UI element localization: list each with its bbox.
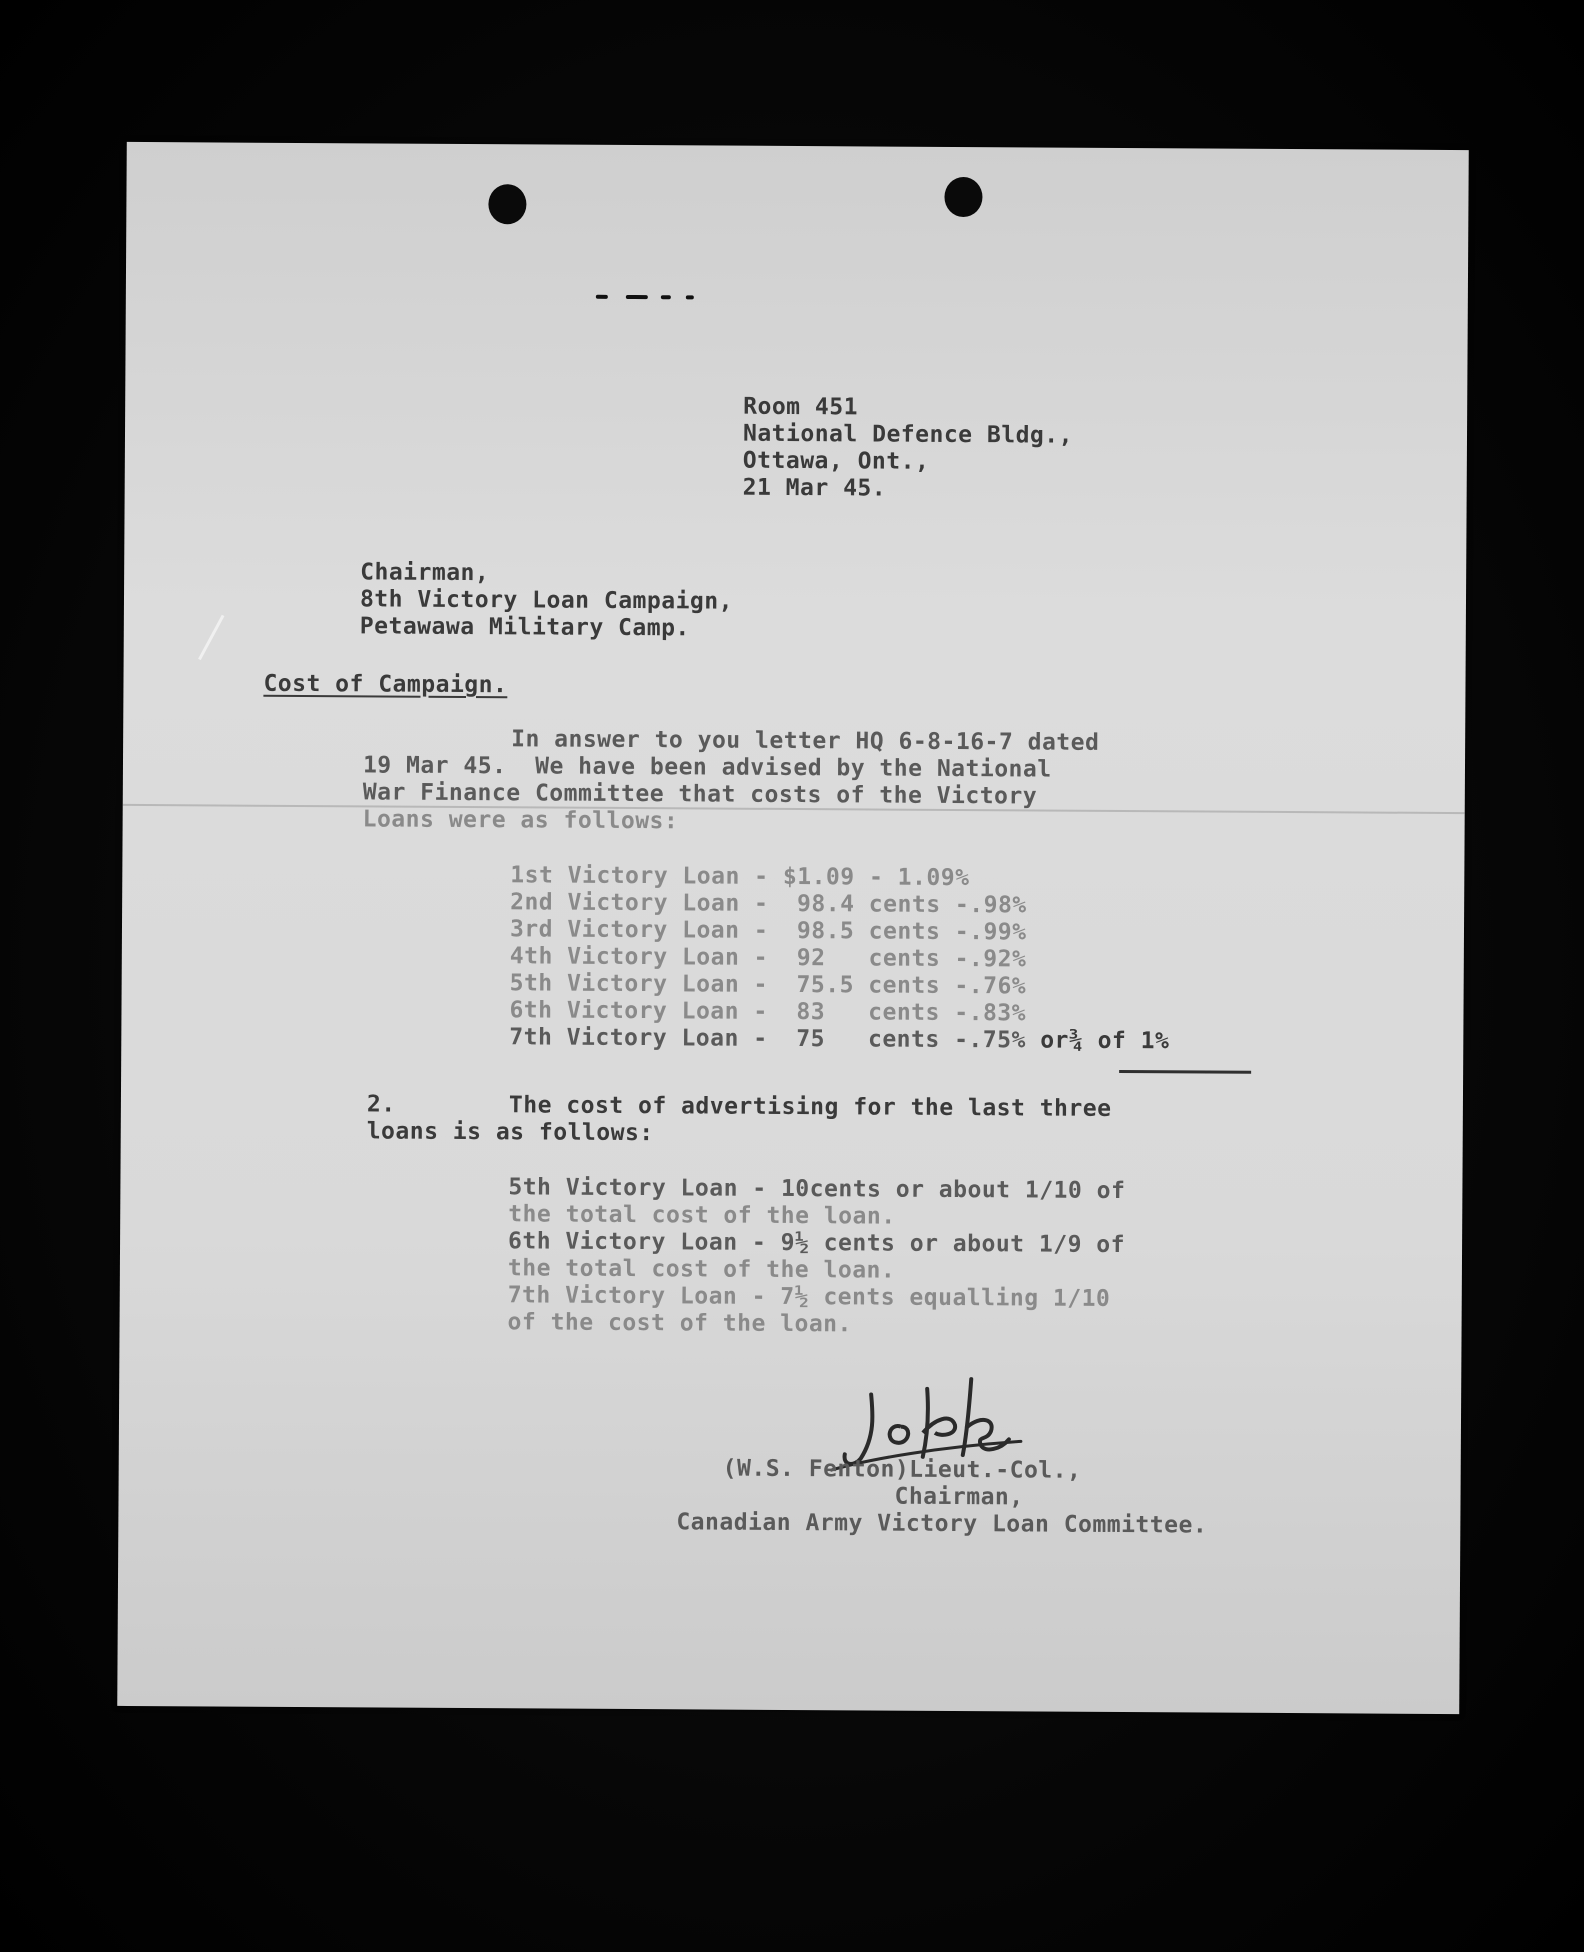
intro-line-3: War Finance Committee that costs of the Victory bbox=[362, 779, 1038, 810]
punch-hole-right bbox=[944, 177, 982, 217]
note-underline bbox=[1119, 1070, 1251, 1074]
recipient-line-1: Chairman, bbox=[360, 559, 490, 587]
cost-loan-name: 1st Victory Loan bbox=[510, 862, 740, 890]
cost-unit: cents bbox=[868, 891, 941, 918]
handwritten-fraction-note: or¾ of 1% bbox=[1040, 1027, 1170, 1055]
cost-row: 1st Victory Loan - $1.09 - 1.09% bbox=[510, 862, 970, 892]
sender-address-line-1: Room 451 bbox=[743, 393, 859, 421]
cost-loan-name: 6th Victory Loan bbox=[509, 997, 740, 1025]
cost-row: 7th Victory Loan - 75 cents -.75% or¾ of 1% bbox=[509, 1024, 1170, 1055]
punch-hole-left bbox=[488, 184, 526, 224]
cost-loan-name: 7th Victory Loan bbox=[509, 1024, 739, 1052]
cost-loan-name: 3rd Victory Loan bbox=[509, 916, 740, 944]
cost-unit: cents bbox=[868, 945, 941, 972]
advertising-line-4: the total cost of the loan. bbox=[507, 1255, 896, 1284]
cost-unit: cents bbox=[867, 1026, 940, 1053]
cost-row: 6th Victory Loan - 83 cents -.83% bbox=[509, 997, 1027, 1027]
cost-row: 3rd Victory Loan - 98.5 cents -.99% bbox=[509, 916, 1027, 946]
cost-percent: -.76% bbox=[954, 972, 1027, 1000]
intro-line-4: Loans were as follows: bbox=[362, 806, 679, 835]
para2-line-2: loans is as follows: bbox=[366, 1118, 654, 1147]
cost-unit: cents bbox=[868, 972, 941, 999]
paragraph-number: 2. bbox=[366, 1091, 396, 1118]
sender-address-line-2: National Defence Bldg., bbox=[742, 420, 1074, 449]
advertising-line-1: 5th Victory Loan - 10cents or about 1/10 of bbox=[508, 1174, 1126, 1205]
advertising-line-3: 6th Victory Loan - 9½ cents or about 1/9 of bbox=[508, 1228, 1126, 1259]
advertising-line-2: the total cost of the loan. bbox=[508, 1201, 896, 1230]
signatory-organization: Canadian Army Victory Loan Committee. bbox=[676, 1509, 1208, 1539]
intro-line-2: 19 Mar 45. We have been advised by the National bbox=[362, 752, 1052, 783]
cost-percent: -.99% bbox=[954, 918, 1027, 946]
cost-amount: 98.5 bbox=[796, 918, 855, 945]
letter-date: 21 Mar 45. bbox=[742, 474, 887, 502]
signatory-title: Chairman, bbox=[894, 1483, 1024, 1511]
cost-amount: 75 bbox=[796, 1026, 826, 1053]
advertising-line-5: 7th Victory Loan - 7½ cents equalling 1/10 bbox=[507, 1282, 1111, 1312]
speck bbox=[596, 295, 608, 299]
cost-loan-name: 5th Victory Loan bbox=[509, 970, 740, 998]
cost-amount: 98.4 bbox=[797, 891, 855, 918]
margin-mark bbox=[198, 615, 224, 660]
cost-amount: 92 bbox=[796, 945, 826, 972]
cost-amount: $1.09 bbox=[782, 863, 855, 891]
speck bbox=[626, 295, 648, 299]
para2-line-1: The cost of advertising for the last three bbox=[508, 1092, 1112, 1122]
cost-loan-name: 4th Victory Loan bbox=[509, 943, 740, 971]
subject-heading: Cost of Campaign. bbox=[263, 670, 508, 699]
cost-row: 2nd Victory Loan - 98.4 cents -.98% bbox=[510, 889, 1027, 919]
cost-unit: cents bbox=[868, 918, 941, 945]
cost-percent: - 1.09% bbox=[868, 864, 970, 892]
cost-row: 5th Victory Loan - 75.5 cents -.76% bbox=[509, 970, 1027, 1000]
document-page bbox=[117, 142, 1469, 1714]
cost-amount: 75.5 bbox=[796, 972, 855, 999]
cost-percent: -.98% bbox=[954, 891, 1027, 919]
intro-line-1: In answer to you letter HQ 6-8-16-7 dated bbox=[511, 726, 1100, 756]
cost-row: 4th Victory Loan - 92 cents -.92% bbox=[509, 943, 1027, 973]
cost-percent: -.83% bbox=[954, 999, 1027, 1027]
cost-percent: -.75% bbox=[954, 1026, 1026, 1054]
recipient-line-2: 8th Victory Loan Campaign, bbox=[359, 586, 734, 615]
sender-address-line-3: Ottawa, Ont., bbox=[742, 447, 930, 475]
speck bbox=[686, 295, 694, 299]
cost-percent: -.92% bbox=[954, 945, 1027, 973]
cost-unit: cents bbox=[868, 999, 941, 1026]
advertising-line-6: of the cost of the loan. bbox=[507, 1309, 853, 1338]
speck bbox=[661, 295, 671, 299]
cost-loan-name: 2nd Victory Loan bbox=[510, 889, 740, 917]
recipient-line-3: Petawawa Military Camp. bbox=[359, 613, 690, 642]
cost-amount: 83 bbox=[796, 999, 826, 1026]
signatory-name: (W.S. Fenton)Lieut.-Col., bbox=[722, 1455, 1082, 1484]
